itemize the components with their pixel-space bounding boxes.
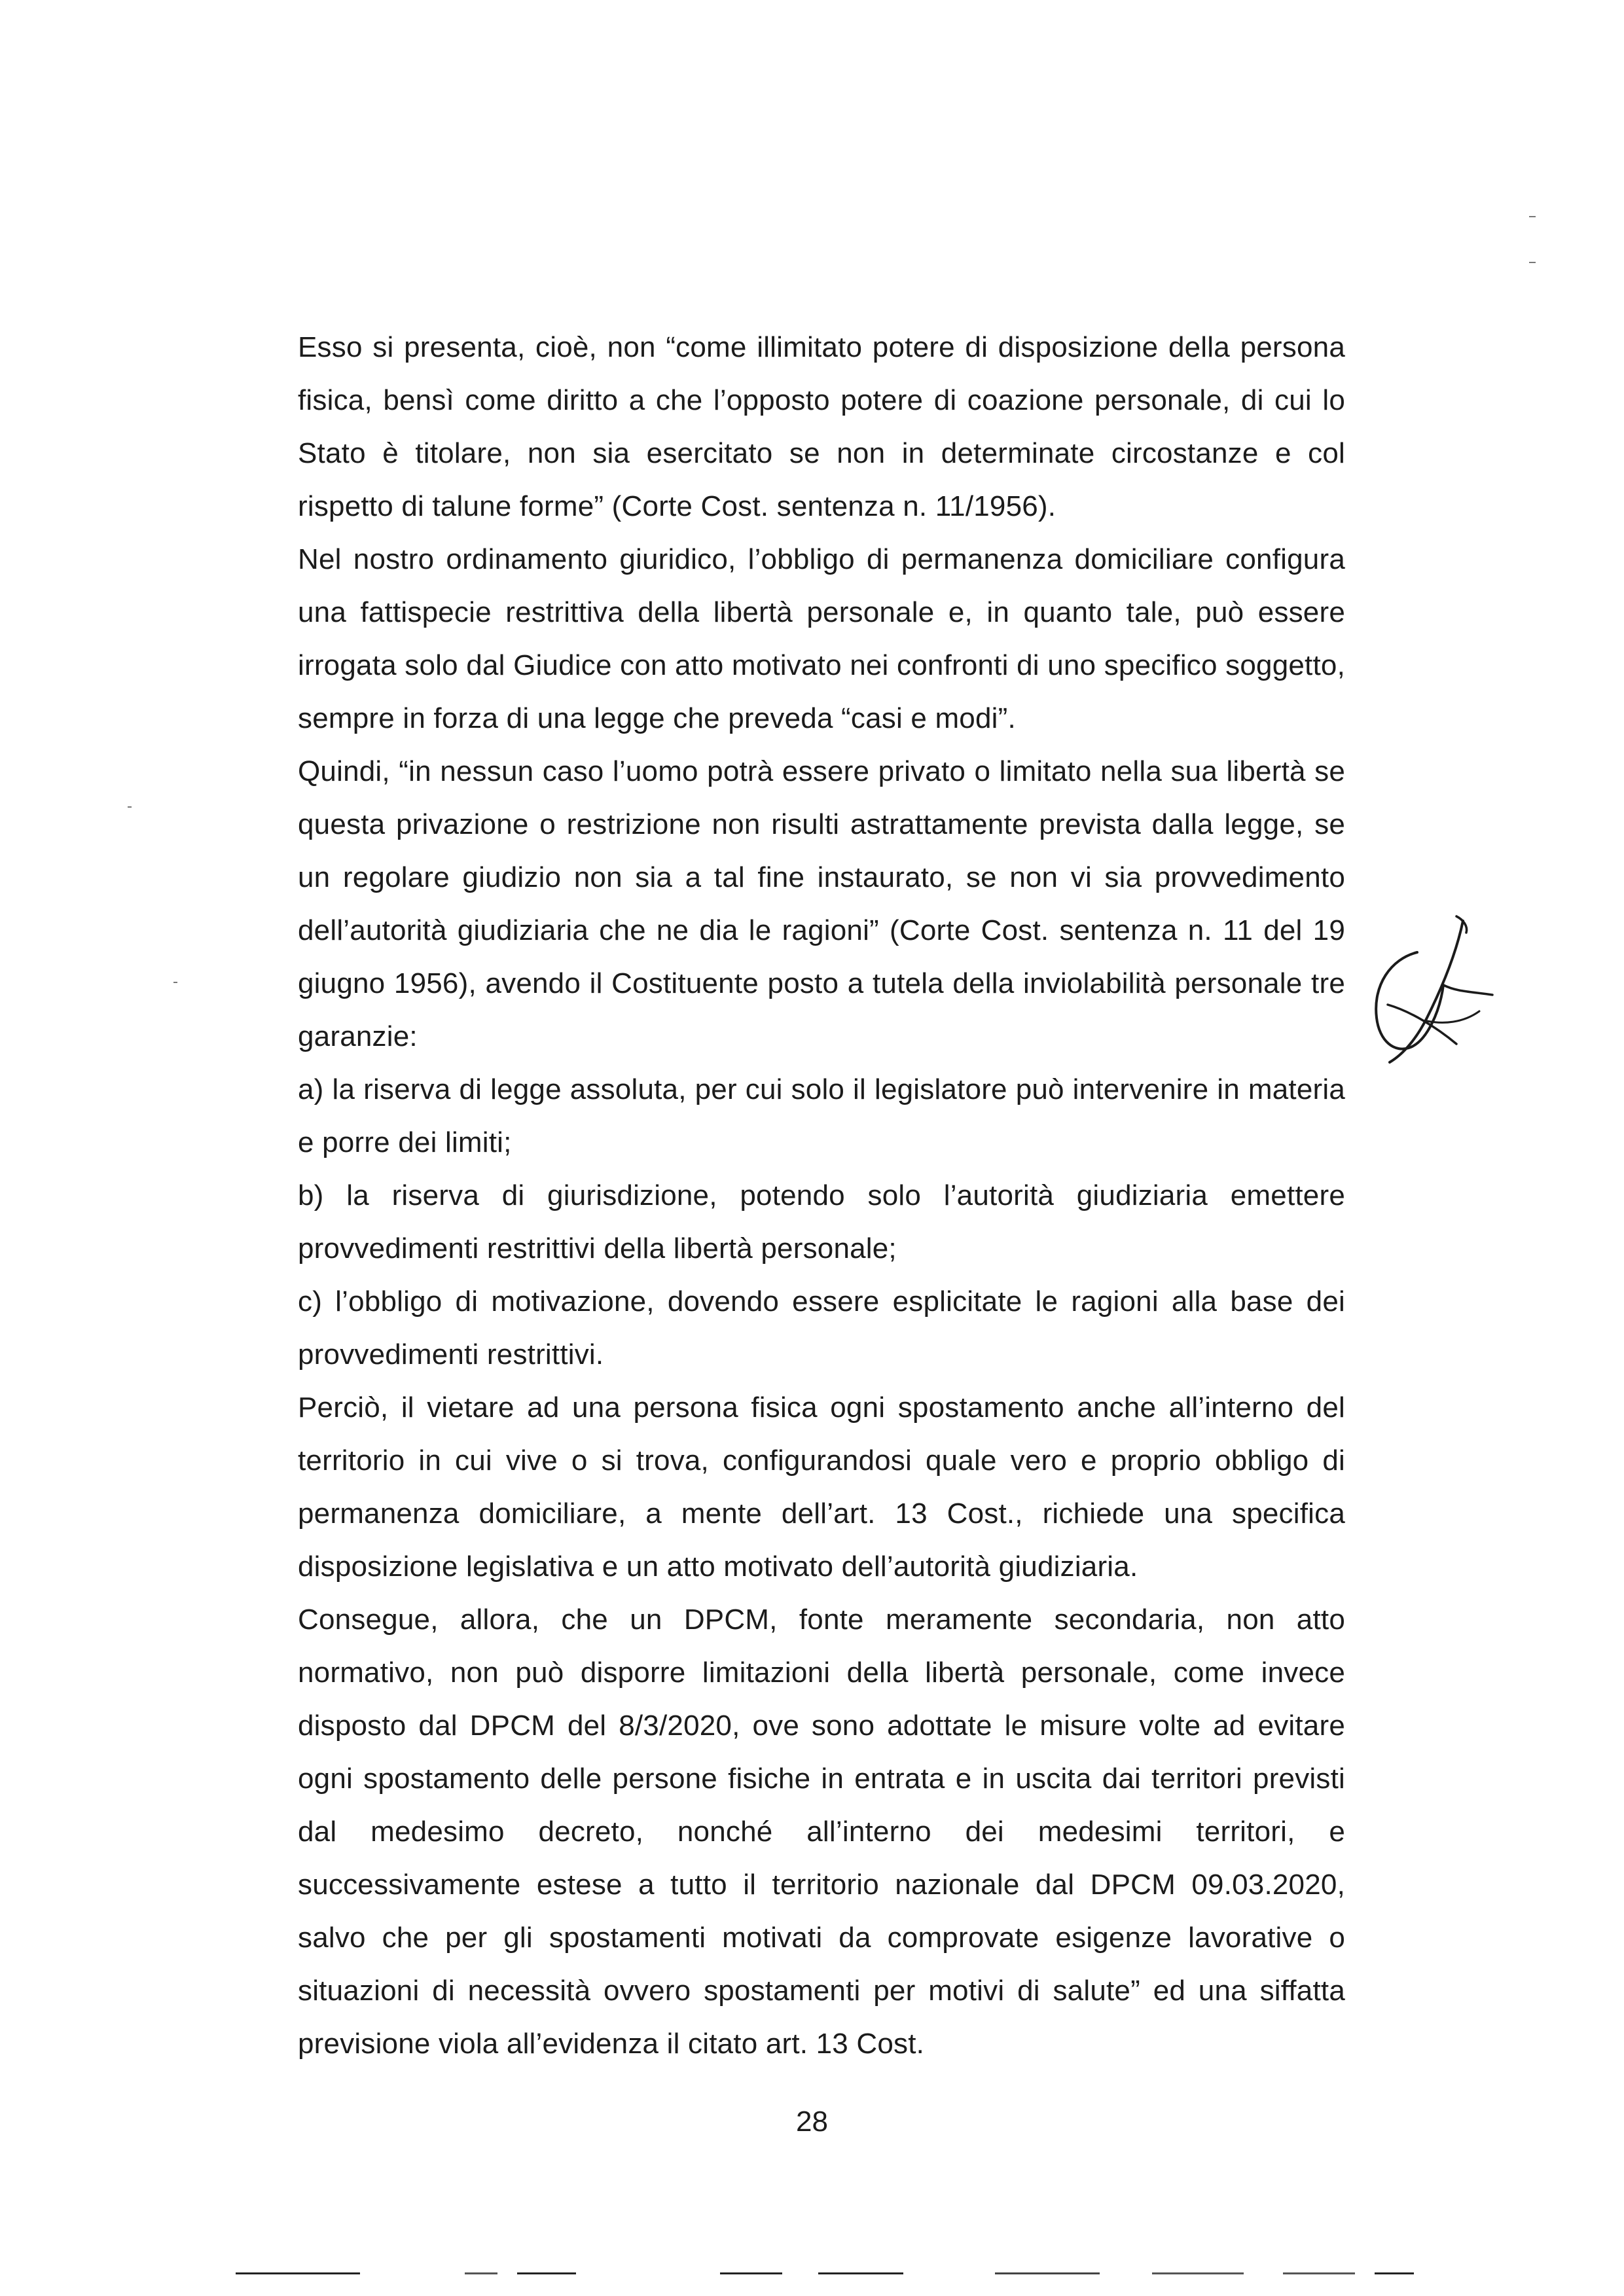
scan-margin-mark [173, 982, 177, 983]
scan-edge-artifact [995, 2272, 1100, 2274]
list-item-b: b) la riserva di giurisdizione, potendo solo l’autorità giudiziaria emettere provvedimenti restrittivi della libertà personale; [298, 1179, 1345, 1265]
paragraph: Quindi, “in nessun caso l’uomo potrà essere privato o limitato nella sua libertà se questa privazione o restrizione non risulti astrattamente prevista dalla legge, se un regolare giudizio non sia a tal fine instaurato, se non vi sia provvedimento dell’autorità giudiziaria che ne dia le ragioni” (Corte Cost. sentenza n. 11 del 19 giugno 1956), avendo il Costituente posto a tutela della inviolabilità personale tre garanzie: [298, 755, 1345, 1052]
scan-edge-artifact [818, 2272, 903, 2274]
list-item-a: a) la riserva di legge assoluta, per cui solo il legislatore può intervenire in materia e porre dei limiti; [298, 1073, 1345, 1158]
scan-edge-artifact [1283, 2272, 1355, 2274]
scan-margin-mark [1529, 216, 1536, 217]
paragraph: Esso si presenta, cioè, non “come illimitato potere di disposizione della persona fisica, bensì come diritto a che l’opposto potere di coazione personale, di cui lo Stato è titolare, non sia esercitato se non in determinate circostanze e col rispetto di talune forme” (Corte Cost. sentenza n. 11/1956). [298, 331, 1345, 522]
scan-margin-mark [128, 806, 132, 808]
scan-edge-artifact [236, 2272, 360, 2274]
scan-edge-artifact [1152, 2272, 1244, 2274]
scan-edge-artifact [720, 2272, 782, 2274]
scan-edge-artifact [1375, 2272, 1414, 2274]
list-item-c: c) l’obbligo di motivazione, dovendo essere esplicitate le ragioni alla base dei provvedimenti restrittivi. [298, 1285, 1345, 1371]
body-text [298, 321, 1345, 2070]
scan-margin-mark [1529, 262, 1536, 263]
paragraph: Nel nostro ordinamento giuridico, l’obbligo di permanenza domiciliare configura una fattispecie restrittiva della libertà personale e, in quanto tale, può essere irrogata solo dal Giudice con atto motivato nei confronti di uno specifico soggetto, sempre in forza di una legge che preveda “casi e modi”. [298, 543, 1345, 734]
paragraph: Consegue, allora, che un DPCM, fonte meramente secondaria, non atto normativo, non può disporre limitazioni della libertà personale, come invece disposto dal DPCM del 8/3/2020, ove sono adottate le misure volte ad evitare ogni spostamento delle persone fisiche in entrata e in uscita dai territori previsti dal medesimo decreto, nonché all’interno dei medesimi territori, e successivamente estese a tutto il territorio nazionale dal DPCM 09.03.2020, salvo che per gli spostamenti motivati da comprovate esigenze lavorative o situazioni di necessità ovvero spostamenti per motivi di salute” ed una siffatta previsione viola all’evidenza il citato art. 13 Cost. [298, 1604, 1345, 2060]
signature-initials [1365, 913, 1506, 1077]
paragraph: Perciò, il vietare ad una persona fisica ogni spostamento anche all’interno del territorio in cui vive o si trova, configurandosi quale vero e proprio obbligo di permanenza domiciliare, a mente dell’art. 13 Cost., richiede una specifica disposizione legislativa e un atto motivato dell’autorità giudiziaria. [298, 1391, 1345, 1583]
scan-edge-artifact [465, 2272, 497, 2274]
scan-edge-artifact [517, 2272, 576, 2274]
page-number: 28 [796, 2106, 828, 2138]
